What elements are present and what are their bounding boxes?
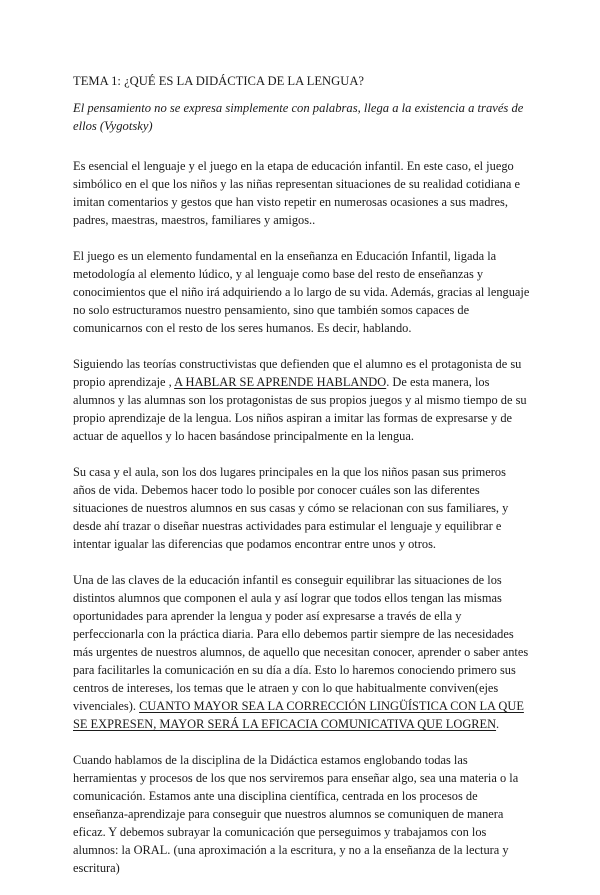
paragraph-2: El juego es un elemento fundamental en la enseñanza en Educación Infantil, ligada la metodología al elemento lúdico, y al lenguaje como base del resto de enseñanzas y conocimientos que el niño irá adquiriendo a lo largo de su vida. Además, gracias al lenguaje no solo estructuramos nuestro pensamiento, sino que también somos capaces de comunicarnos con el resto de los seres humanos. Es decir, hablando.: [73, 249, 530, 335]
paragraph-5-text-after: .: [496, 717, 500, 731]
paragraph-6: Cuando hablamos de la disciplina de la Didáctica estamos englobando todas las herramientas y procesos de los que nos serviremos para enseñar algo, sea una materia o la comunicación. Estamos ante una disciplina científica, centrada en los procesos de enseñanza-aprendizaje para conseguir que nuestros alumnos se comuniquen de manera eficaz. Y debemos subrayar la comunicación que perseguimos y trabajamos con los alumnos: la ORAL. (una aproximación a la escritura, y no a la enseñanza de la lectura y escritura): [73, 753, 519, 875]
paragraph-5-text-before: Una de las claves de la educación infantil es conseguir equilibrar las situaciones de los distintos alumnos que componen el aula y así lograr que todos ellos tengan las mismas oportunidades para aprender la lengua y poder así expresarse a través de ella y perfeccionarla con la práctica diaria. Para ello debemos partir siempre de las necesidades más urgentes de nuestros alumnos, de aquello que necesitan conocer, aprender o saber antes para facilitarles la comunicación en su día a día. Esto lo haremos conociendo primero sus centros de intereses, los temas que le atraen y con lo que habitualmente conviven(ejes vivenciales).: [73, 573, 529, 713]
document-page: [73, 72, 531, 895]
paragraph-3-text-after: . De esta manera, los alumnos y las alumnas son los protagonistas de sus propios juegos y al mismo tiempo de su propio aprendizaje de la lengua. Los niños aspiran a imitar las formas de expresarse y de actuar de aquellos y lo hacen basándose principalmente en la lengua.: [73, 375, 527, 443]
paragraph-3-underlined-phrase: A HABLAR SE APRENDE HABLANDO: [174, 375, 387, 389]
document-title: TEMA 1: ¿QUÉ ES LA DIDÁCTICA DE LA LENGUA?: [73, 74, 365, 88]
paragraph-4: Su casa y el aula, son los dos lugares principales en la que los niños pasan sus primeros años de vida. Debemos hacer todo lo posible por conocer cuáles son las diferentes situaciones de nuestros alumnos en sus casas y cómo se relacionan con sus familiares, y desde ahí trazar o diseñar nuestras actividades para estimular el lenguaje y equilibrar e intentar igualar las diferencias que podamos encontrar entre unos y otros.: [73, 465, 509, 551]
paragraph-5: [73, 571, 531, 733]
paragraph-5-underlined-phrase: CUANTO MAYOR SEA LA CORRECCIÓN LINGÜÍSTICA CON LA QUE SE EXPRESEN, MAYOR SERÁ LA EFICACIA COMUNICATIVA QUE LOGREN: [73, 699, 524, 731]
paragraph-3-text-before: Siguiendo las teorías constructivistas que defienden que el alumno es el protagonista de su propio aprendizaje ,: [73, 357, 522, 389]
epigraph-quote: El pensamiento no se expresa simplemente con palabras, llega a la existencia a través de ellos (Vygotsky): [73, 101, 524, 133]
paragraph-1: Es esencial el lenguaje y el juego en la etapa de educación infantil. En este caso, el juego simbólico en el que los niños y las niñas representan situaciones de su realidad cotidiana e imitan comentarios y gestos que han visto repetir en numerosas ocasiones a sus madres, padres, maestras, maestros, familiares y amigos..: [73, 159, 520, 227]
paragraph-3: [73, 355, 531, 445]
